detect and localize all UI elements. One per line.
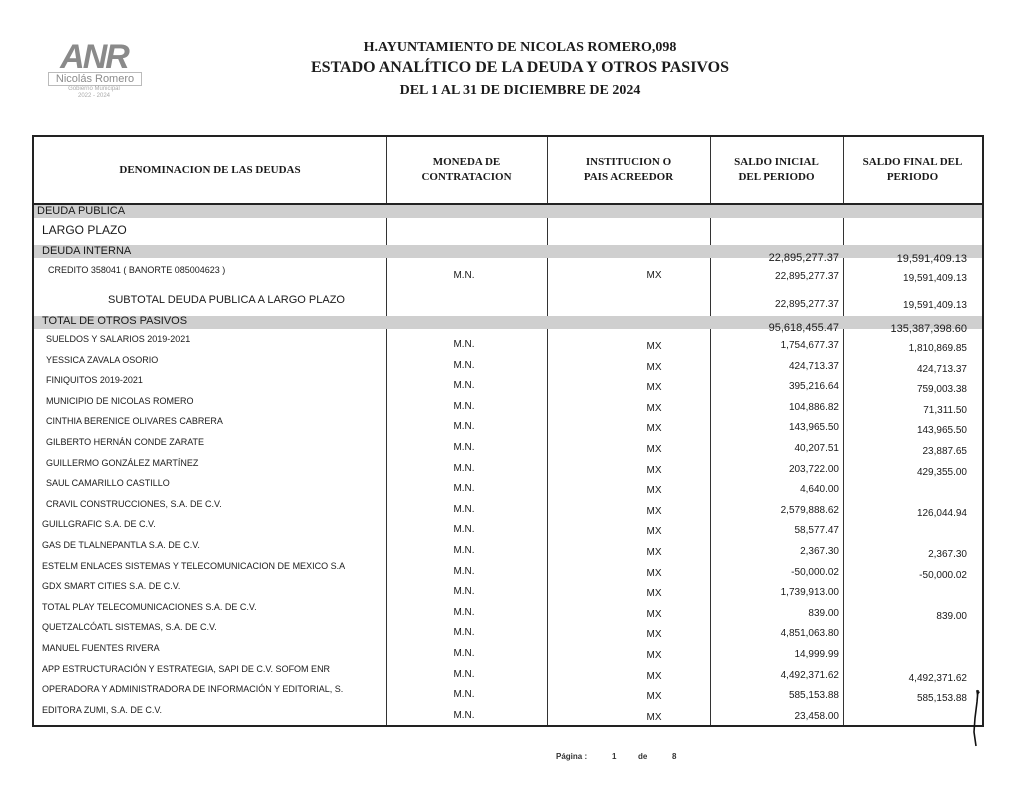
row-label: GDX SMART CITIES S.A. DE C.V. — [42, 581, 181, 592]
section-label: TOTAL DE OTROS PASIVOS — [42, 315, 188, 327]
currency: M.N. — [453, 648, 475, 659]
row-label: GUILLGRAFIC S.A. DE C.V. — [42, 519, 156, 530]
creditor: MX — [646, 361, 662, 373]
row-label: EDITORA ZUMI, S.A. DE C.V. — [42, 704, 163, 715]
amount-initial: -50,000.02 — [791, 566, 839, 578]
header-title-entity: H.AYUNTAMIENTO DE NICOLAS ROMERO,098 — [363, 40, 677, 55]
col-header-saldo-inicial: SALDO INICIAL DEL PERIODO — [734, 156, 819, 183]
amount-final: 143,965.50 — [916, 425, 967, 437]
row-label: CINTHIA BERENICE OLIVARES CABRERA — [46, 416, 223, 427]
currency: M.N. — [453, 524, 475, 536]
amount-final: -50,000.02 — [919, 569, 967, 581]
amount-initial: 4,640.00 — [800, 484, 839, 496]
amount-final: 4,492,371.62 — [908, 672, 967, 684]
creditor: MX — [646, 382, 662, 394]
creditor: MX — [646, 526, 662, 538]
currency: M.N. — [453, 545, 475, 556]
section-label: DEUDA PUBLICA — [37, 205, 126, 217]
band-deuda-publica — [34, 205, 982, 218]
creditor: MX — [646, 341, 662, 352]
creditor: MX — [646, 505, 662, 517]
amount-final: 429,355.00 — [916, 466, 967, 478]
creditor: MX — [646, 547, 662, 558]
column-divider — [386, 137, 387, 725]
creditor: MX — [646, 588, 662, 600]
row-label: TOTAL PLAY TELECOMUNICACIONES S.A. DE C.V. — [42, 601, 257, 612]
creditor: MX — [646, 711, 662, 723]
amount-initial: 104,886.82 — [788, 401, 839, 413]
band-deuda-interna — [34, 245, 982, 258]
logo-name: Nicolás Romero — [48, 72, 142, 86]
creditor: MX — [646, 485, 662, 497]
currency: M.N. — [453, 380, 475, 392]
row-label: ESTELM ENLACES SISTEMAS Y TELECOMUNICACION DE MEXICO S.A — [42, 560, 346, 571]
amount-final: 126,044.94 — [916, 507, 967, 519]
amount-initial: 203,722.00 — [788, 463, 839, 475]
row-label: CRAVIL CONSTRUCCIONES, S.A. DE C.V. — [46, 498, 222, 509]
amount-initial: 22,895,277.37 — [775, 299, 839, 310]
amount-final: 19,591,409.13 — [903, 300, 967, 311]
table-header — [34, 137, 982, 205]
amount-initial: 585,153.88 — [788, 690, 839, 702]
amount-initial: 95,618,455.47 — [768, 322, 839, 334]
creditor: MX — [646, 567, 662, 579]
creditor: MX — [646, 691, 662, 703]
currency: M.N. — [453, 627, 475, 639]
row-label: OPERADORA Y ADMINISTRADORA DE INFORMACIÓN Y EDITORIAL, S. — [42, 684, 344, 695]
currency: M.N. — [453, 462, 475, 474]
currency: M.N. — [453, 270, 475, 281]
debt-table — [32, 135, 984, 727]
creditor: MX — [646, 608, 662, 620]
amount-initial: 40,207.51 — [794, 443, 839, 454]
currency: M.N. — [453, 339, 475, 350]
amount-initial: 14,999.99 — [794, 649, 839, 660]
footer-page-number: 1 — [612, 752, 617, 761]
pen-mark-icon — [972, 688, 980, 748]
amount-final: 424,713.37 — [916, 363, 967, 375]
amount-final: 71,311.50 — [923, 404, 967, 416]
col-header-institucion: INSTITUCION O PAIS ACREEDOR — [583, 156, 674, 183]
amount-initial: 143,965.50 — [788, 422, 839, 434]
currency: M.N. — [453, 359, 475, 371]
row-label: MUNICIPIO DE NICOLAS ROMERO — [46, 395, 194, 406]
section-label: LARGO PLAZO — [42, 223, 127, 237]
amount-final: 839.00 — [936, 610, 967, 622]
header-title-report: ESTADO ANALÍTICO DE LA DEUDA Y OTROS PASIVOS — [311, 59, 729, 76]
creditor: MX — [646, 423, 662, 435]
amount-initial: 839.00 — [808, 607, 839, 619]
amount-initial: 4,851,063.80 — [780, 628, 839, 640]
currency: M.N. — [453, 400, 475, 412]
currency: M.N. — [453, 503, 475, 515]
creditor: MX — [646, 629, 662, 641]
amount-final: 19,591,409.13 — [896, 253, 967, 265]
municipal-logo — [44, 40, 144, 102]
amount-final: 759,003.38 — [916, 384, 967, 396]
amount-initial: 4,492,371.62 — [780, 669, 839, 681]
row-label: SUELDOS Y SALARIOS 2019-2021 — [46, 334, 191, 344]
amount-initial: 23,458.00 — [794, 710, 839, 722]
col-header-moneda: MONEDA DE CONTRATACION — [421, 156, 512, 183]
amount-final: 19,591,409.13 — [903, 273, 967, 284]
currency: M.N. — [453, 421, 475, 433]
creditor: MX — [646, 444, 662, 455]
row-label: MANUEL FUENTES RIVERA — [42, 643, 160, 653]
amount-final: 23,887.65 — [922, 446, 967, 457]
row-label: GUILLERMO GONZÁLEZ MARTÍNEZ — [46, 457, 199, 468]
amount-initial: 58,577.47 — [794, 525, 839, 537]
row-label: YESSICA ZAVALA OSORIO — [46, 354, 159, 365]
amount-initial: 1,739,913.00 — [780, 587, 839, 599]
amount-initial: 2,367.30 — [800, 546, 839, 557]
amount-initial: 395,216.64 — [788, 381, 839, 393]
amount-initial: 1,754,677.37 — [780, 340, 839, 351]
amount-final: 135,387,398.60 — [890, 323, 967, 335]
section-label: DEUDA INTERNA — [42, 245, 132, 257]
creditor: MX — [646, 464, 662, 476]
row-label: GAS DE TLALNEPANTLA S.A. DE C.V. — [42, 540, 200, 550]
amount-initial: 424,713.37 — [788, 360, 839, 372]
amount-final: 1,810,869.85 — [908, 343, 967, 354]
logo-mark: ANR — [60, 38, 128, 76]
currency: M.N. — [453, 689, 475, 701]
amount-initial: 22,895,277.37 — [768, 252, 839, 264]
creditor: MX — [646, 650, 662, 661]
amount-final: 2,367.30 — [928, 549, 967, 560]
currency: M.N. — [453, 606, 475, 618]
column-divider — [547, 137, 548, 725]
footer-of-label: de — [638, 752, 648, 761]
currency: M.N. — [453, 586, 475, 598]
currency: M.N. — [453, 668, 475, 680]
creditor: MX — [646, 670, 662, 682]
header-title-period: DEL 1 AL 31 DE DICIEMBRE DE 2024 — [399, 83, 641, 98]
row-label: FINIQUITOS 2019-2021 — [46, 375, 143, 386]
creditor: MX — [646, 402, 662, 414]
footer-page-total: 8 — [672, 752, 677, 761]
logo-subtitle-line2: 2022 - 2024 — [77, 93, 111, 99]
row-label: CREDITO 358041 ( BANORTE 085004623 ) — [48, 265, 226, 275]
amount-initial: 22,895,277.37 — [775, 271, 839, 282]
currency: M.N. — [453, 565, 475, 577]
row-label: SAUL CAMARILLO CASTILLO — [46, 478, 170, 489]
row-label: GILBERTO HERNÁN CONDE ZARATE — [46, 437, 205, 447]
amount-initial: 2,579,888.62 — [780, 504, 839, 516]
currency: M.N. — [453, 709, 475, 721]
currency: M.N. — [453, 442, 475, 453]
col-header-saldo-final: SALDO FINAL DEL PERIODO — [862, 156, 963, 183]
logo-subtitle-line1: Gobierno Municipal — [68, 86, 120, 92]
footer-page-label: Página : — [556, 752, 588, 761]
amount-final: 585,153.88 — [916, 693, 967, 705]
logo-subtitle — [54, 86, 134, 100]
col-header-denominacion: DENOMINACION DE LAS DEUDAS — [119, 163, 301, 176]
row-label: SUBTOTAL DEUDA PUBLICA A LARGO PLAZO — [108, 294, 345, 306]
row-label: QUETZALCÓATL SISTEMAS, S.A. DE C.V. — [42, 622, 217, 633]
row-label: APP ESTRUCTURACIÓN Y ESTRATEGIA, SAPI DE C.V. SOFOM ENR — [42, 663, 331, 674]
creditor: MX — [646, 270, 662, 281]
currency: M.N. — [453, 483, 475, 495]
